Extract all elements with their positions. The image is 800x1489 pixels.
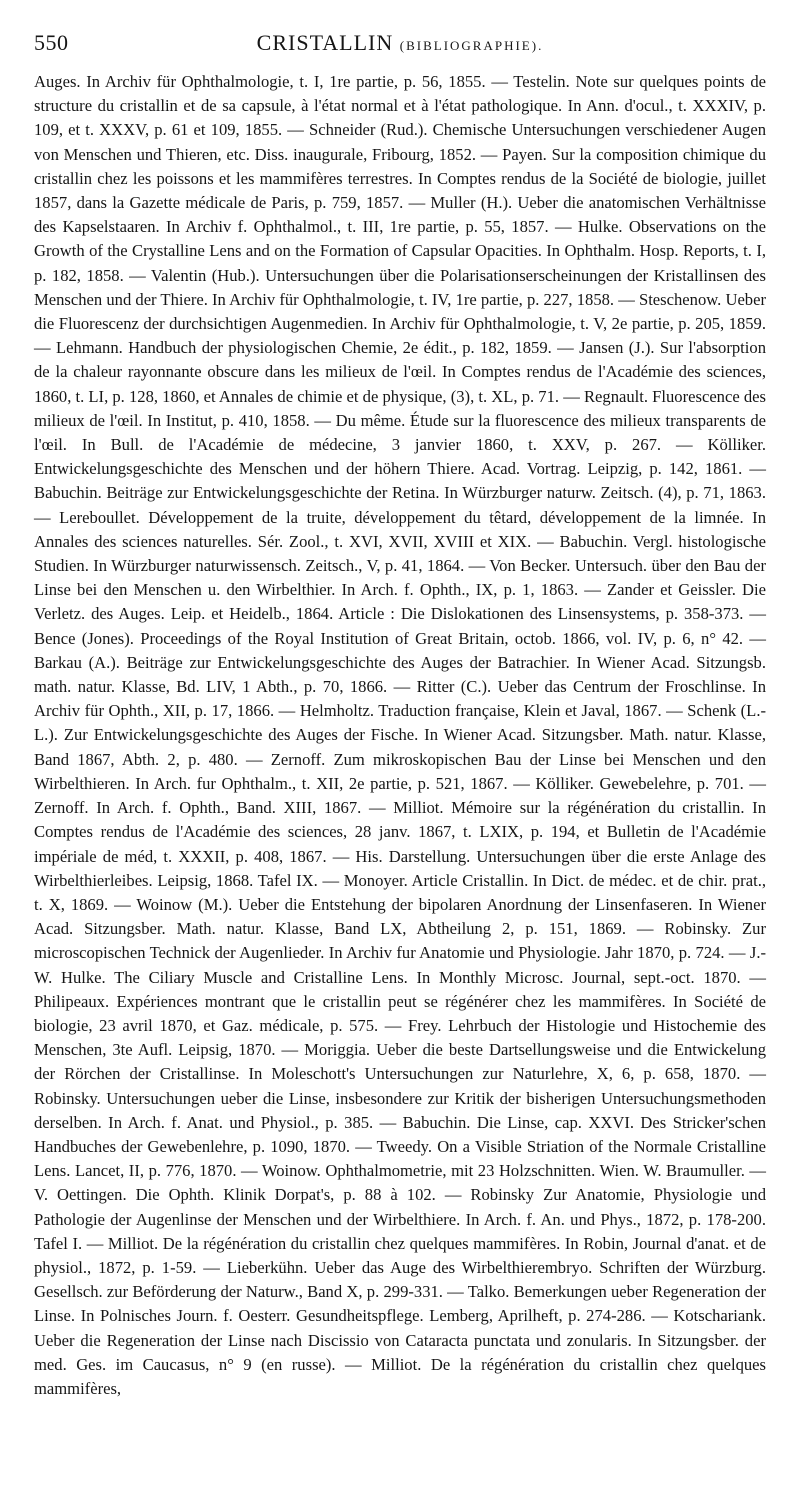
bibliography-text bbox=[34, 70, 766, 1401]
running-head bbox=[34, 30, 766, 56]
page-header bbox=[34, 30, 766, 70]
bibliography-paragraph: Auges. In Archiv für Ophthalmologie, t. I, 1re partie, p. 56, 1855. — Testelin. Note sur quelques points de structure du cristallin et de sa capsule, à l'état normal et à l'état pathologique. In Ann. d'ocul., t. XXXIV, p. 109, et t. XXXV, p. 61 et 109, 1855. — Schneider (Rud.). Chemische Untersuchungen verschiedener Augen von Menschen und Thieren, etc. Diss. inaugurale, Fribourg, 1852. — Payen. Sur la composition chimique du cristallin chez les poissons et les mammifères terrestres. In Comptes rendus de la Société de biologie, juillet 1857, dans la Gazette médicale de Paris, p. 759, 1857. — Muller (H.). Ueber die anatomischen Verhältnisse des Kapselstaaren. In Archiv f. Ophthalmol., t. III, 1re partie, p. 55, 1857. — Hulke. Observations on the Growth of the Crystalline Lens and on the Formation of Capsular Opacities. In Ophthalm. Hosp. Reports, t. I, p. 182, 1858. — Valentin (Hub.). Untersuchungen über die Polarisationserscheinungen der Kristallinsen des Menschen und der Thiere. In Archiv für Ophthalmologie, t. IV, 1re partie, p. 227, 1858. — Steschenow. Ueber die Fluorescenz der durchsichtigen Augenmedien. In Archiv für Ophthalmologie, t. V, 2e partie, p. 205, 1859. — Lehmann. Handbuch der physiologischen Chemie, 2e édit., p. 182, 1859. — Jansen (J.). Sur l'absorption de la chaleur rayonnante obscure dans les milieux de l'œil. In Comptes rendus de l'Académie des sciences, 1860, t. LI, p. 128, 1860, et Annales de chimie et de physique, (3), t. XL, p. 71. — Regnault. Fluorescence des milieux de l'œil. In Institut, p. 410, 1858. — Du même. Étude sur la fluorescence des milieux transparents de l'œil. In Bull. de l'Académie de médecine, 3 janvier 1860, t. XXV, p. 267. — Kölliker. Entwickelungsgeschichte des Menschen und der höhern Thiere. Acad. Vortrag. Leipzig, p. 142, 1861. — Babuchin. Beiträge zur Entwickelungsgeschichte der Retina. In Würzburger naturw. Zeitsch. (4), p. 71, 1863. — Lereboullet. Développement de la truite, développement du têtard, développement de la limnée. In Annales des sciences naturelles. Sér. Zool., t. XVI, XVII, XVIII et XIX. — Babuchin. Vergl. histologische Studien. In Würzburger naturwissensch. Zeitsch., V, p. 41, 1864. — Von Becker. Untersuch. über den Bau der Linse bei den Menschen u. den Wirbelthier. In Arch. f. Ophth., IX, p. 1, 1863. — Zander et Geissler. Die Verletz. des Auges. Leip. et Heidelb., 1864. Article : Die Dislokationen des Linsensystems, p. 358-373. — Bence (Jones). Proceedings of the Royal Institution of Great Britain, octob. 1866, vol. IV, p. 6, n° 42. — Barkau (A.). Beiträge zur Entwickelungsgeschichte des Auges der Batrachier. In Wiener Acad. Sitzungsb. math. natur. Klasse, Bd. LIV, 1 Abth., p. 70, 1866. — Ritter (C.). Ueber das Centrum der Froschlinse. In Archiv für Ophth., XII, p. 17, 1866. — Helmholtz. Traduction française, Klein et Javal, 1867. — Schenk (L.-L.). Zur Entwickelungsgeschichte des Auges der Fische. In Wiener Acad. Sitzungsber. Math. natur. Klasse, Band 1867, Abth. 2, p. 480. — Zernoff. Zum mikroskopischen Bau der Linse bei Menschen und den Wirbelthieren. In Arch. fur Ophthalm., t. XII, 2e partie, p. 521, 1867. — Kölliker. Gewebelehre, p. 701. — Zernoff. In Arch. f. Ophth., Band. XIII, 1867. — Milliot. Mémoire sur la régénération du cristallin. In Comptes rendus de l'Académie des sciences, 28 janv. 1867, t. LXIX, p. 194, et Bulletin de l'Académie impériale de méd, t. XXXII, p. 408, 1867. — His. Darstellung. Untersuchungen über die erste Anlage des Wirbelthierleibes. Leipsig, 1868. Tafel IX. — Monoyer. Article Cristallin. In Dict. de médec. et de chir. prat., t. X, 1869. — Woinow (M.). Ueber die Entstehung der bipolaren Anordnung der Linsenfaseren. In Wiener Acad. Sitzungsber. Math. natur. Klasse, Band LX, Abtheilung 2, p. 151, 1869. — Robinsky. Zur microscopischen Technick der Augenlieder. In Archiv fur Anatomie und Physiologie. Jahr 1870, p. 724. — J.-W. Hulke. The Ciliary Muscle and Cristalline Lens. In Monthly Microsc. Journal, sept.-oct. 1870. — Philipeaux. Expériences montrant que le cristallin peut se régénérer chez les mammifères. In Société de biologie, 23 avril 1870, et Gaz. médicale, p. 575. — Frey. Lehrbuch der Histologie und Histochemie des Menschen, 3te Aufl. Leipsig, 1870. — Moriggia. Ueber die beste Dartsellungsweise und die Entwickelung der Rörchen der Cristallinse. In Moleschott's Untersuchungen zur Naturlehre, X, 6, p. 658, 1870. — Robinsky. Untersuchungen ueber die Linse, insbesondere zur Kritik der bisherigen Untersuchungsmethoden derselben. In Arch. f. Anat. und Physiol., p. 385. — Babuchin. Die Linse, cap. XXVI. Des Stricker'schen Handbuches der Gewebenlehre, p. 1090, 1870. — Tweedy. On a Visible Striation of the Normale Cristalline Lens. Lancet, II, p. 776, 1870. — Woinow. Ophthalmometrie, mit 23 Holzschnitten. Wien. W. Braumuller. — V. Oettingen. Die Ophth. Klinik Dorpat's, p. 88 à 102. — Robinsky Zur Anatomie, Physiologie und Pathologie der Augenlinse der Menschen und der Wirbelthiere. In Arch. f. An. und Phys., 1872, p. 178-200. Tafel I. — Milliot. De la régénération du cristallin chez quelques mammifères. In Robin, Journal d'anat. et de physiol., 1872, p. 1-59. — Lieberkühn. Ueber das Auge des Wirbelthierembryo. Schriften der Würzburg. Gesellsch. zur Beförderung der Naturw., Band X, p. 299-331. — Talko. Bemerkungen ueber Regeneration der Linse. In Polnisches Journ. f. Oesterr. Gesundheitspflege. Lemberg, Aprilheft, p. 274-286. — Kotschariank. Ueber die Regeneration der Linse nach Discissio von Cataracta punctata und zonularis. In Sitzungsber. der med. Ges. im Caucasus, n° 9 (en russe). — Milliot. De la régénération du cristallin chez quelques mammifères, bbox=[34, 72, 766, 1398]
running-head-subtitle: (BIBLIOGRAPHIE). bbox=[399, 38, 544, 53]
running-head-title: CRISTALLIN bbox=[256, 30, 394, 55]
page-number: 550 bbox=[34, 30, 69, 55]
